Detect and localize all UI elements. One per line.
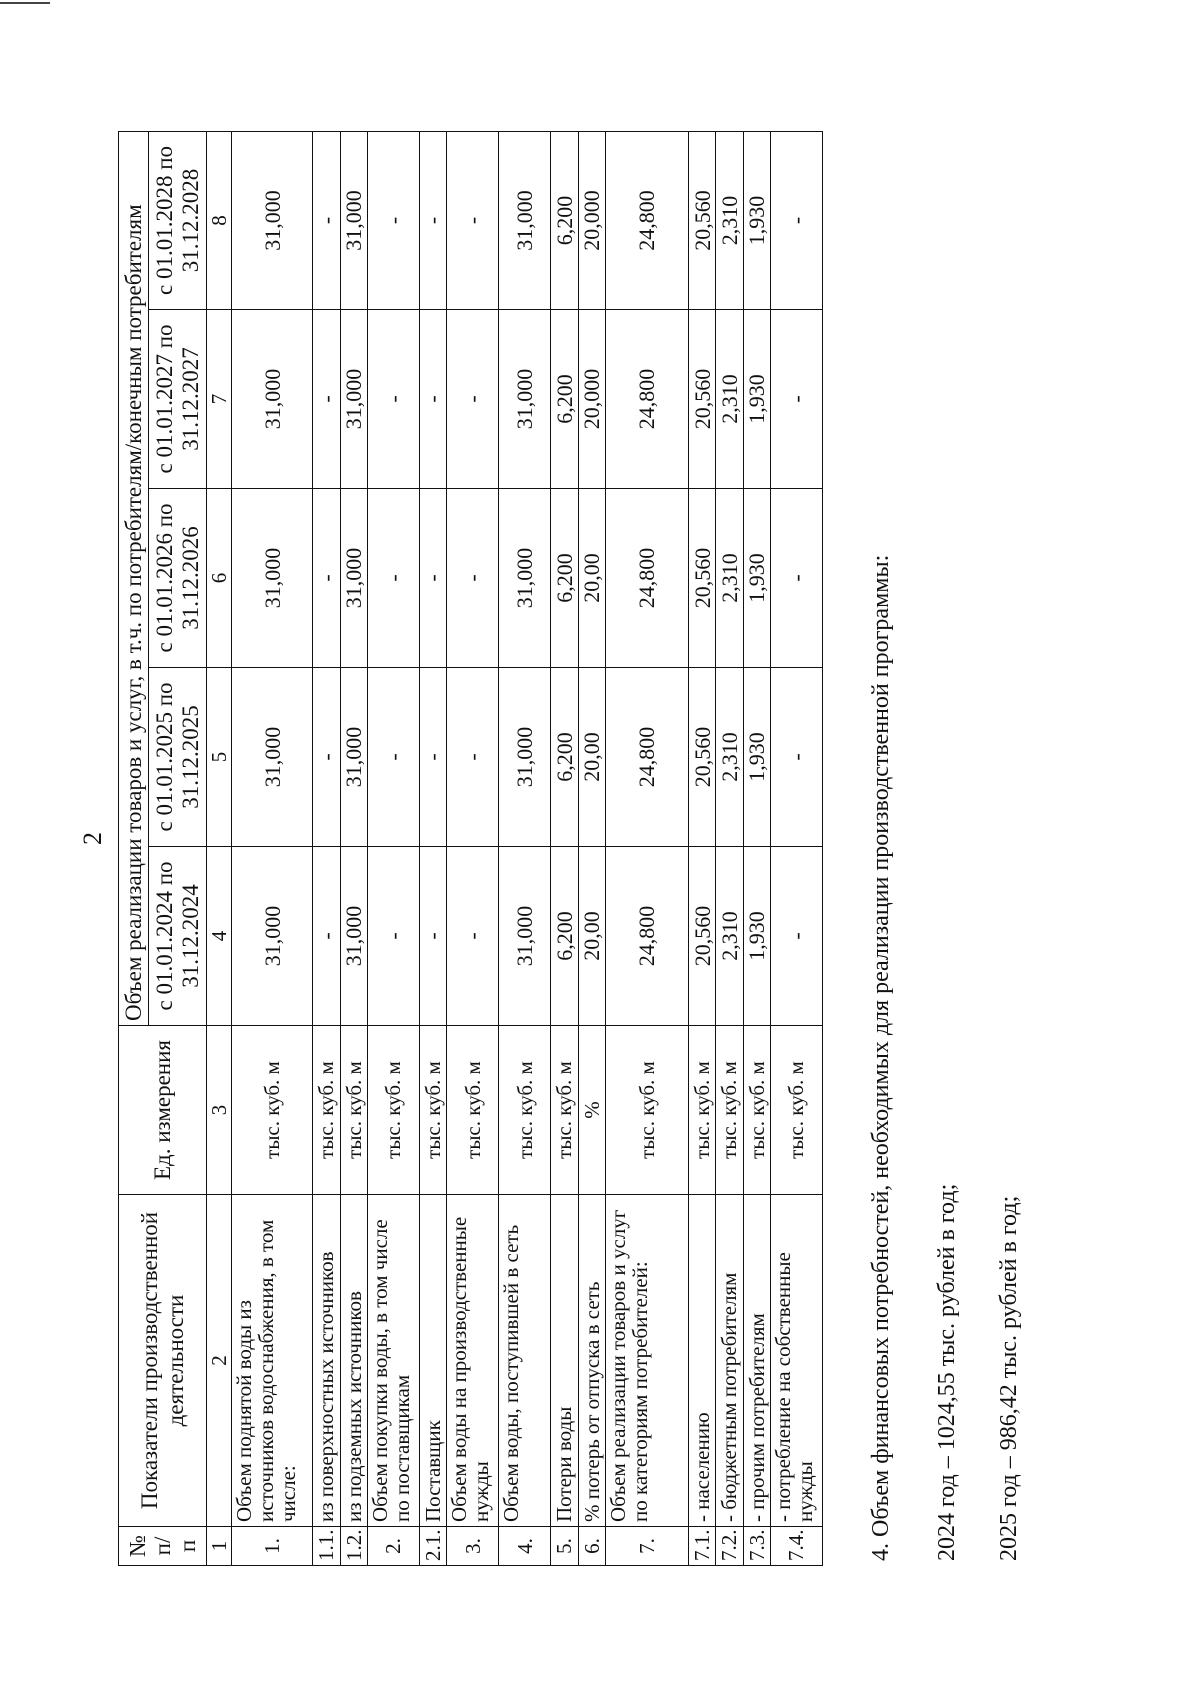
column-number: 3 [207, 1026, 232, 1195]
value-cell: 2,310 [716, 489, 743, 668]
column-number-row [207, 131, 232, 1565]
table-row [419, 131, 446, 1565]
row-number: 7.4. [770, 1527, 822, 1566]
table-row [743, 131, 770, 1565]
value-cell: 2,310 [716, 847, 743, 1026]
value-cell: 6,200 [551, 668, 578, 847]
unit-cell: тыс. куб. м [551, 1026, 578, 1195]
row-number: 2.1. [419, 1527, 446, 1566]
value-cell: 20,00 [578, 847, 605, 1026]
table-row [551, 131, 578, 1565]
value-cell: 31,000 [340, 489, 367, 668]
header-indicator: Показатели производственной деятельности [119, 1195, 207, 1527]
value-cell: 31,000 [232, 310, 313, 489]
unit-cell: тыс. куб. м [743, 1026, 770, 1195]
row-number: 1.1. [313, 1527, 340, 1566]
column-number: 4 [207, 847, 232, 1026]
row-number: 2. [367, 1527, 419, 1566]
value-cell: 31,000 [340, 131, 367, 309]
value-cell: - [770, 131, 822, 309]
value-cell: - [447, 489, 499, 668]
table-row [340, 131, 367, 1565]
header-period: с 01.01.2025 по 31.12.2025 [149, 668, 207, 847]
header-period: с 01.01.2024 по 31.12.2024 [149, 847, 207, 1026]
table-row [313, 131, 340, 1565]
unit-cell: тыс. куб. м [716, 1026, 743, 1195]
table-row [689, 131, 716, 1565]
table-body [232, 131, 823, 1565]
unit-cell: тыс. куб. м [313, 1026, 340, 1195]
row-number: 1.2. [340, 1527, 367, 1566]
header-row-1 [119, 131, 149, 1565]
value-cell: - [419, 847, 446, 1026]
column-number: 1 [207, 1527, 232, 1566]
column-number: 2 [207, 1195, 232, 1527]
value-cell: 20,560 [689, 131, 716, 309]
header-period: с 01.01.2026 по 31.12.2026 [149, 489, 207, 668]
indicator-name: - потребление на собственные нужды [770, 1195, 822, 1527]
unit-cell: % [578, 1026, 605, 1195]
row-number: 6. [578, 1527, 605, 1566]
value-cell: 2,310 [716, 668, 743, 847]
unit-cell: тыс. куб. м [232, 1026, 313, 1195]
page-number: 2 [78, 832, 107, 845]
indicator-name: Объем реализации товаров и услуг по категориям потребителей: [605, 1195, 688, 1527]
value-cell: 31,000 [499, 668, 551, 847]
unit-cell: тыс. куб. м [340, 1026, 367, 1195]
value-cell: 2,310 [716, 131, 743, 309]
value-cell: 31,000 [232, 131, 313, 309]
value-cell: - [447, 310, 499, 489]
value-cell: 1,930 [743, 310, 770, 489]
row-number: 7.3. [743, 1527, 770, 1566]
production-indicators-table [118, 131, 823, 1566]
value-cell: 1,930 [743, 668, 770, 847]
row-number: 7.1. [689, 1527, 716, 1566]
value-cell: 31,000 [232, 847, 313, 1026]
row-number: 4. [499, 1527, 551, 1566]
value-cell: 31,000 [499, 310, 551, 489]
value-cell: - [367, 847, 419, 1026]
unit-cell: тыс. куб. м [499, 1026, 551, 1195]
finance-line-2025: 2025 год – 986,42 тыс. рублей в год; [996, 1195, 1022, 1561]
value-cell: 2,310 [716, 310, 743, 489]
finance-line-2024: 2024 год – 1024,55 тыс. рублей в год; [934, 1183, 960, 1561]
indicator-name: % потерь от отпуска в сеть [578, 1195, 605, 1527]
value-cell: 24,800 [605, 310, 688, 489]
unit-cell: тыс. куб. м [447, 1026, 499, 1195]
value-cell: 1,930 [743, 131, 770, 309]
value-cell: 24,800 [605, 847, 688, 1026]
value-cell: - [367, 310, 419, 489]
value-cell: 24,800 [605, 489, 688, 668]
value-cell: - [447, 847, 499, 1026]
table-row [716, 131, 743, 1565]
value-cell: 1,930 [743, 489, 770, 668]
value-cell: - [313, 489, 340, 668]
row-number: 7.2. [716, 1527, 743, 1566]
value-cell: 31,000 [340, 847, 367, 1026]
value-cell: - [447, 668, 499, 847]
value-cell: - [313, 668, 340, 847]
value-cell: 1,930 [743, 847, 770, 1026]
column-number: 7 [207, 310, 232, 489]
indicator-name: - прочим потребителям [743, 1195, 770, 1527]
indicator-name: из подземных источников [340, 1195, 367, 1527]
value-cell: 20,560 [689, 489, 716, 668]
indicator-name: из поверхностных источников [313, 1195, 340, 1527]
value-cell: - [367, 489, 419, 668]
value-cell: - [447, 131, 499, 309]
indicator-name: - бюджетным потребителям [716, 1195, 743, 1527]
table-row [232, 131, 313, 1565]
value-cell: 31,000 [232, 668, 313, 847]
indicator-name: Объем воды на производственные нужды [447, 1195, 499, 1527]
value-cell: - [770, 847, 822, 1026]
column-number: 8 [207, 131, 232, 309]
value-cell: 31,000 [499, 131, 551, 309]
value-cell: 24,800 [605, 131, 688, 309]
header-volume: Объем реализации товаров и услуг, в т.ч. по потребителям/конечным потребителям [119, 131, 149, 1025]
value-cell: - [419, 310, 446, 489]
value-cell: 31,000 [340, 310, 367, 489]
value-cell: 31,000 [499, 847, 551, 1026]
table-row [578, 131, 605, 1565]
value-cell: - [419, 668, 446, 847]
row-number: 5. [551, 1527, 578, 1566]
header-unit: Ед. измерения [119, 1026, 207, 1195]
value-cell: - [367, 668, 419, 847]
column-number: 6 [207, 489, 232, 668]
indicator-name: Объем воды, поступившей в сеть [499, 1195, 551, 1527]
value-cell: 20,000 [578, 310, 605, 489]
unit-cell: тыс. куб. м [367, 1026, 419, 1195]
value-cell: 31,000 [340, 668, 367, 847]
indicator-name: Объем покупки воды, в том числе по поставщикам [367, 1195, 419, 1527]
value-cell: 20,560 [689, 847, 716, 1026]
value-cell: 31,000 [499, 489, 551, 668]
header-period: с 01.01.2028 по 31.12.2028 [149, 131, 207, 309]
value-cell: 6,200 [551, 847, 578, 1026]
table-row [367, 131, 419, 1565]
indicator-name: - населению [689, 1195, 716, 1527]
value-cell: 6,200 [551, 310, 578, 489]
row-number: 1. [232, 1527, 313, 1566]
value-cell: - [367, 131, 419, 309]
value-cell: - [770, 668, 822, 847]
indicator-name: Потери воды [551, 1195, 578, 1527]
header-period: с 01.01.2027 по 31.12.2027 [149, 310, 207, 489]
value-cell: 20,560 [689, 310, 716, 489]
value-cell: - [313, 131, 340, 309]
unit-cell: тыс. куб. м [419, 1026, 446, 1195]
unit-cell: тыс. куб. м [605, 1026, 688, 1195]
table-row [447, 131, 499, 1565]
value-cell: 6,200 [551, 131, 578, 309]
value-cell: - [313, 310, 340, 489]
indicator-name: Поставщик [419, 1195, 446, 1527]
table-row [499, 131, 551, 1565]
table-row [770, 131, 822, 1565]
value-cell: 20,000 [578, 131, 605, 309]
value-cell: - [770, 310, 822, 489]
row-number: 7. [605, 1527, 688, 1566]
value-cell: 31,000 [232, 489, 313, 668]
section-4-heading: 4. Объем финансовых потребностей, необходимых для реализации производственной программы: [868, 554, 894, 1561]
unit-cell: тыс. куб. м [770, 1026, 822, 1195]
indicator-name: Объем поднятой воды из источников водоснабжения, в том числе: [232, 1195, 313, 1527]
unit-cell: тыс. куб. м [689, 1026, 716, 1195]
value-cell: 6,200 [551, 489, 578, 668]
value-cell: 20,00 [578, 489, 605, 668]
table-row [605, 131, 688, 1565]
value-cell: 24,800 [605, 668, 688, 847]
row-number: 3. [447, 1527, 499, 1566]
value-cell: - [419, 489, 446, 668]
value-cell: 20,00 [578, 668, 605, 847]
column-number: 5 [207, 668, 232, 847]
value-cell: 20,560 [689, 668, 716, 847]
value-cell: - [313, 847, 340, 1026]
header-no: № п/п [119, 1527, 207, 1566]
value-cell: - [770, 489, 822, 668]
value-cell: - [419, 131, 446, 309]
